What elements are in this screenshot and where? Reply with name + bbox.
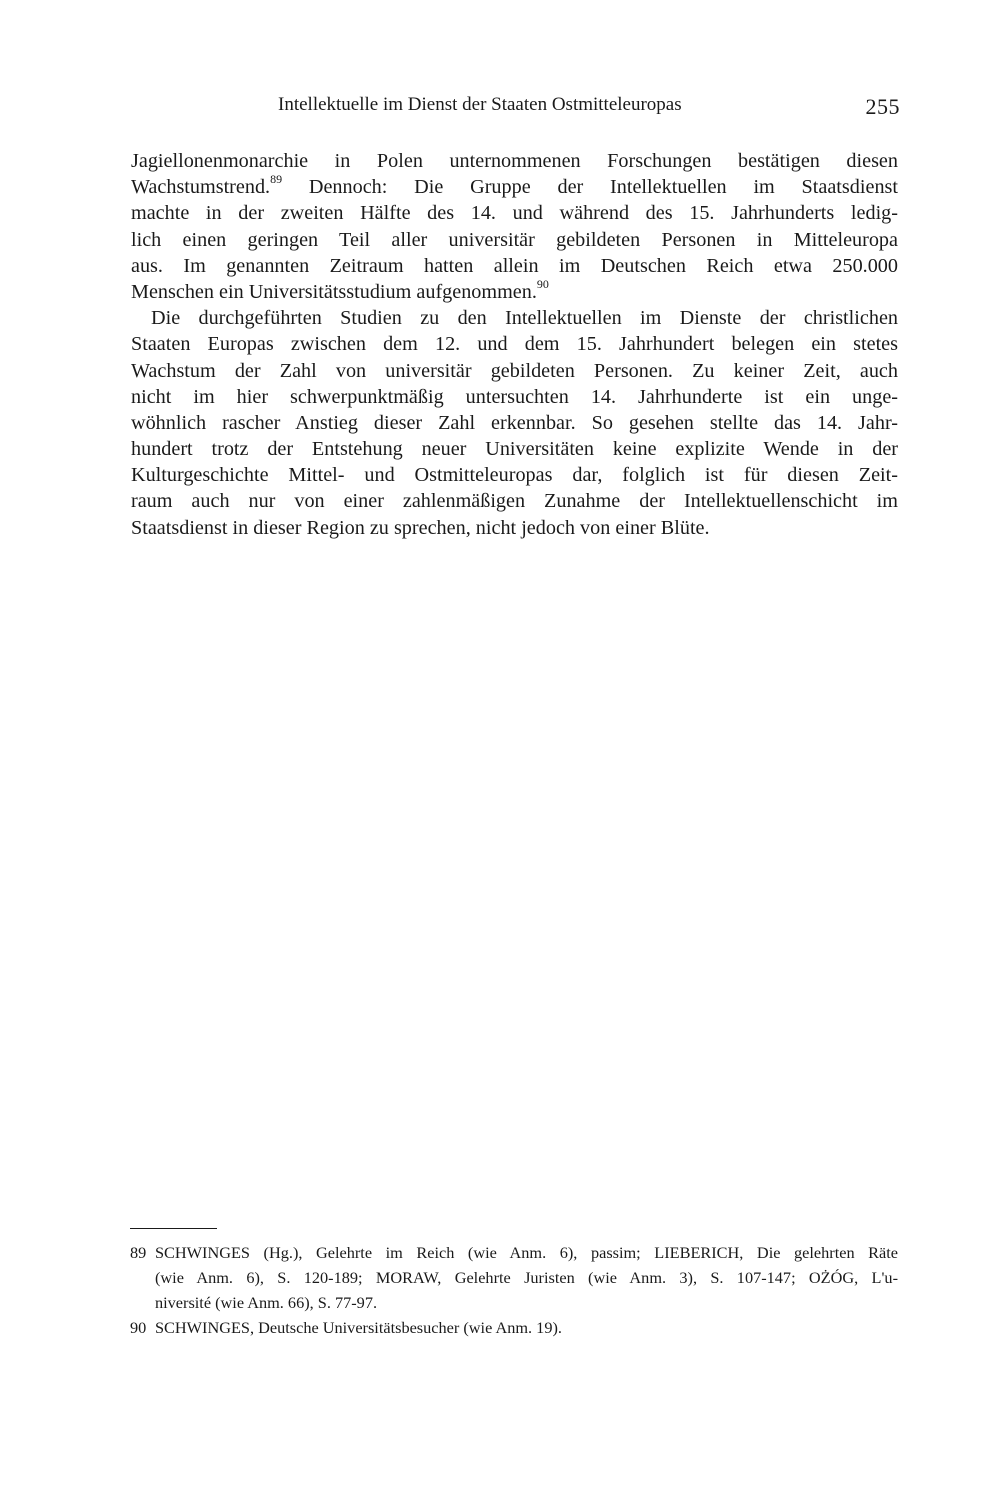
text-line: hundert trotz der Entstehung neuer Universitäten keine explizite Wende in der [131, 438, 898, 461]
text-line: Wachstumstrend.$^{89}$ Dennoch: Die Gruppe der Intellektuellen im Staatsdienst [131, 172, 898, 199]
footnote-89 [130, 1240, 898, 1315]
running-head-title: Intellektuelle im Dienst der Staaten Ostmitteleuropas [278, 94, 682, 115]
footnote-line: SCHWINGES (Hg.), Gelehrte im Reich (wie Anm. 6), passim; LIEBERICH, Die gelehrten Räte [155, 1243, 898, 1262]
footnote-ref-89: 89 [270, 172, 283, 187]
footnote-90 [130, 1315, 898, 1340]
text-line: lich einen geringen Teil aller universitär gebildeten Personen in Mitteleuropa [131, 228, 898, 251]
text-line: machte in der zweiten Hälfte des 14. und während des 15. Jahrhunderts ledig- [131, 202, 898, 225]
text-line: raum auch nur von einer zahlenmäßigen Zunahme der Intellektuellenschicht im [131, 490, 898, 513]
text-line: aus. Im genannten Zeitraum hatten allein im Deutschen Reich etwa 250.000 [131, 254, 898, 277]
text-line: Kulturgeschichte Mittel- und Ostmitteleuropas dar, folglich ist für diesen Zeit- [131, 464, 898, 487]
footnote-line: niversité (wie Anm. 66), S. 77-97. [155, 1293, 378, 1312]
text-line: Menschen ein Universitätsstudium aufgenommen.$^{90}$ [131, 277, 549, 303]
text-line: wöhnlich rascher Anstieg dieser Zahl erkennbar. So gesehen stellte das 14. Jahr- [131, 411, 898, 434]
page-number: 255 [865, 94, 900, 119]
text-line: Jagiellonenmonarchie in Polen unternommenen Forschungen bestätigen diesen [131, 150, 898, 172]
text-line: Die durchgeführten Studien zu den Intellektuellen im Dienste der christlichen [151, 307, 898, 330]
footnote-ref-90: 90 [536, 277, 549, 292]
footnote-line: (wie Anm. 6), S. 120-189; MORAW, Gelehrte Juristen (wie Anm. 3), S. 107-147; OŻÓG, L'u- [155, 1268, 898, 1287]
paragraph [131, 305, 898, 541]
text-line: Staatsdienst in dieser Region zu sprechen, nicht jedoch von einer Blüte. [131, 516, 710, 539]
footnote-line: SCHWINGES, Deutsche Universitätsbesucher (wie Anm. 19). [155, 1318, 562, 1337]
paragraph [131, 148, 898, 305]
footnote-number: 90 [130, 1318, 147, 1337]
text-line: Staaten Europas zwischen dem 12. und dem 15. Jahrhundert belegen ein stetes [131, 333, 898, 356]
text-line: nicht im hier schwerpunktmäßig untersuchten 14. Jahrhunderte ist ein unge- [131, 385, 898, 408]
body-text [131, 148, 898, 541]
footnotes [130, 1240, 898, 1340]
running-head [130, 94, 900, 124]
text-line: Wachstum der Zahl von universitär gebildeten Personen. Zu keiner Zeit, auch [131, 359, 898, 382]
footnote-number: 89 [130, 1243, 147, 1262]
footnote-separator [130, 1228, 217, 1229]
